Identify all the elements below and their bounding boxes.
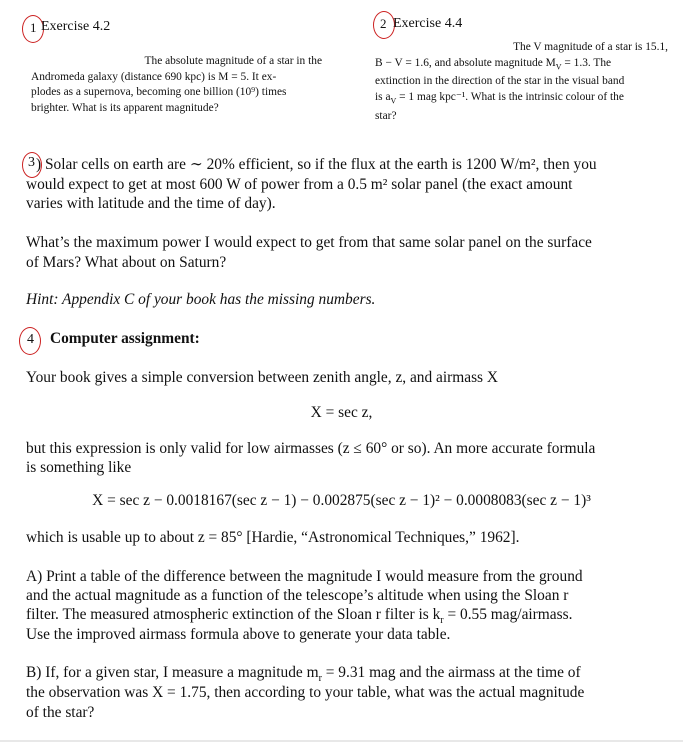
exercise-2-title: Exercise 4.4 xyxy=(393,16,463,31)
exercise-2-number: 2 xyxy=(380,16,387,31)
part-a-line2: and the actual magnitude as a function of the telescope’s altitude when using the Sloan r xyxy=(26,587,569,604)
equation-improved-airmass: X = sec z − 0.0018167(sec z − 1) − 0.002875(sec z − 1)² − 0.0008083(sec z − 1)³ xyxy=(92,492,591,509)
exercise-2-line: The V magnitude of a star is 15.1, xyxy=(513,41,668,53)
exercise-2-text xyxy=(375,40,668,125)
exercise-1-line: plodes as a supernova, becoming one billion (10⁹) times xyxy=(31,86,287,99)
exercise-2-line: is $a_V = 1$ mag kpc⁻¹. What is the intrinsic colour of the xyxy=(375,91,624,106)
exercise-1-text xyxy=(31,54,322,116)
equation-simple-airmass: X = sec z, xyxy=(310,404,373,421)
question-3-number: 3 xyxy=(28,155,35,170)
question-3-hint: Hint: Appendix C of your book has the missing numbers. xyxy=(26,291,376,308)
question-4-number: 4 xyxy=(27,332,34,347)
question-3-para2-line2: of Mars? What about on Saturn? xyxy=(26,254,227,271)
part-b-line3: of the star? xyxy=(26,704,95,721)
part-a-line4: Use the improved airmass formula above to generate your data table. xyxy=(26,626,451,643)
question-4-text2: which is usable up to about z = 85° [Hardie, “Astronomical Techniques,” 1962]. xyxy=(26,529,520,546)
part-a-line1: A) Print a table of the difference between the magnitude I would measure from the ground xyxy=(26,568,583,585)
question-4-text1-line1: but this expression is only valid for low airmasses (z ≤ 60° or so). An more accurate formula xyxy=(26,440,596,457)
part-b-line1: B) If, for a given star, I measure a magnitude $m_r = 9.31$ mag and the airmass at the time of xyxy=(26,664,581,685)
question-3-line3: varies with latitude and the time of day). xyxy=(26,195,276,212)
question-3-line2: would expect to get at most 600 W of power from a 0.5 m² solar panel (the exact amount xyxy=(26,176,573,193)
part-a-line3: filter. The measured atmospheric extinction of the Sloan r filter is $k_r = 0.55$ mag/airmass. xyxy=(26,606,573,627)
exercise-1-line: Andromeda galaxy (distance 690 kpc) is M = 5. It ex- xyxy=(31,70,277,83)
exercise-2-line: extinction in the direction of the star in the visual band xyxy=(375,75,625,88)
exercise-2-line: star? xyxy=(375,109,397,122)
question-4-text1-line2: is something like xyxy=(26,459,132,476)
question-3-line1: ) Solar cells on earth are ∼ 20% efficient, so if the flux at the earth is 1200 W/m², then you xyxy=(36,156,597,173)
exercise-1-number: 1 xyxy=(30,20,37,35)
exercise-2-line: B − V = 1.6, and absolute magnitude $M_V = 1.3$. The xyxy=(375,56,612,71)
exercise-1-line: The absolute magnitude of a star in the xyxy=(144,55,322,67)
part-b-line2: the observation was X = 1.75, then according to your table, what was the actual magnitude xyxy=(26,684,585,701)
exercise-1-line: brighter. What is its apparent magnitude? xyxy=(31,101,219,114)
question-4-intro: Your book gives a simple conversion between zenith angle, z, and airmass X xyxy=(26,369,499,386)
question-4-heading: Computer assignment: xyxy=(50,330,200,347)
exercise-1-title: Exercise 4.2 xyxy=(41,19,111,34)
question-3-para2-line1: What’s the maximum power I would expect to get from that same solar panel on the surface xyxy=(26,234,592,251)
